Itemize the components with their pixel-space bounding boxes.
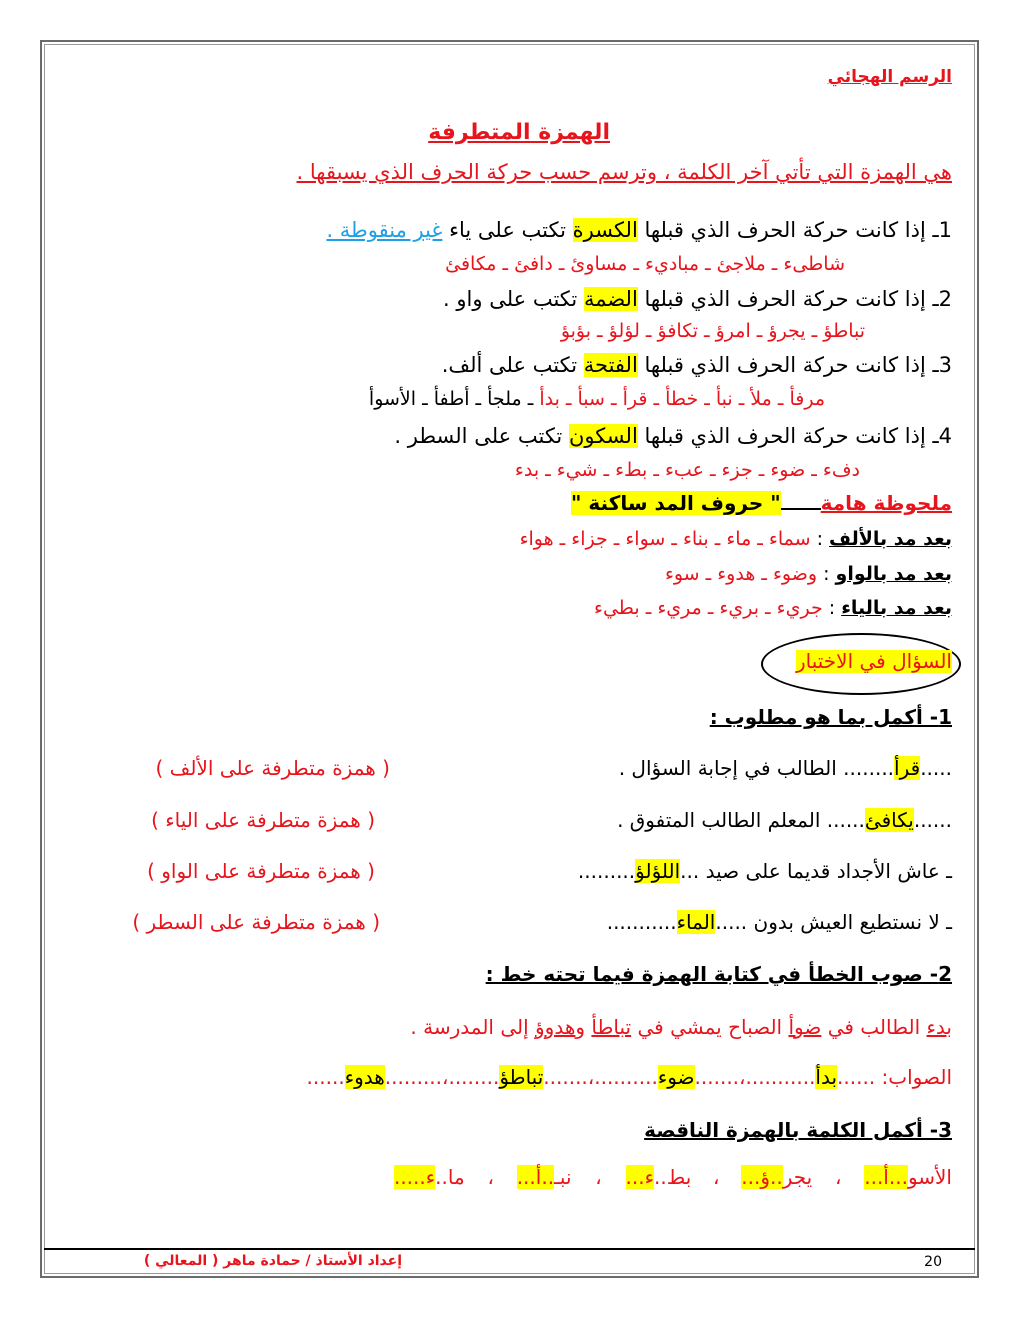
q1-hint-4: ( همزة متطرفة على السطر ) xyxy=(132,910,380,934)
q3-answer-4: ..أ... xyxy=(516,1165,555,1189)
q3-items: الأسو...أ...،يجر..ؤ...،بط..ء...،نبـ..أ...،ما..ء..... xyxy=(393,1165,952,1189)
q1-answer-4: الماء xyxy=(676,910,716,934)
q3-title: 3- أكمل الكلمة بالهمزة الناقصة xyxy=(644,1118,952,1142)
q1-hint-2: ( همزة متطرفة على الياء ) xyxy=(151,808,375,832)
q1-title: 1- أكمل بما هو مطلوب : xyxy=(709,705,952,729)
q1-item-3: ـ عاش الأجداد قديما على صيد ...اللؤلؤ......... xyxy=(577,859,952,883)
q2-answer-3: تباطؤ xyxy=(499,1065,544,1089)
q2-title: 2- صوب الخطأ في كتابة الهمزة فيما تحته خط : xyxy=(485,962,952,986)
note-item-alef: بعد مد بالألف : سماء ـ ماء ـ بناء ـ سواء ـ جزاء ـ هواء xyxy=(519,528,952,550)
note xyxy=(571,492,952,515)
rule-1-key: الكسرة xyxy=(572,218,638,242)
q3-answer-3: ء... xyxy=(625,1165,654,1189)
q2-sentence: بدء الطالب في ضوأ الصباح يمشي في تباطأ وهدوؤ إلى المدرسة . xyxy=(410,1015,952,1039)
q1-answer-2: يكافئ xyxy=(864,808,914,832)
lesson-title: الهمزة المتطرفة xyxy=(428,120,610,145)
note-item-waw: بعد مد بالواو : وضوء ـ هدوء ـ سوء xyxy=(664,563,952,585)
q2-answer-4: هدوء xyxy=(344,1065,385,1089)
rule-4-key: السكون xyxy=(568,424,638,448)
footer-rule xyxy=(44,1248,975,1250)
q1-hint-1: ( همزة متطرفة على الألف ) xyxy=(155,756,390,780)
note-label: ملحوظة هامة xyxy=(820,491,952,515)
rule-3: 3ـ إذا كانت حركة الحرف الذي قبلها الفتحة تكتب على ألف. xyxy=(441,353,952,377)
note-item-ya: بعد مد بالياء : جريء ـ بريء ـ مريء ـ بطيء xyxy=(594,597,952,619)
q1-item-2: ......يكافئ...... المعلم الطالب المتفوق . xyxy=(617,808,952,832)
footer-credit: إعداد الأستاذ / حمادة ماهر ( المعالي ) xyxy=(143,1253,402,1269)
q1-answer-3: اللؤلؤ xyxy=(635,859,681,883)
rule-2-examples: تباطؤ ـ يجرؤ ـ امرؤ ـ تكافؤ ـ لؤلؤ ـ بؤبؤ xyxy=(560,320,865,342)
q2-answers: الصواب: ......بدأ...........،.......ضوء..........،.......تباطؤ........،.........هدوء...... xyxy=(306,1065,952,1089)
rule-1-examples: شاطىء ـ ملاجئ ـ مباديء ـ مساوئ ـ دافئ ـ مكافئ xyxy=(445,253,845,275)
q3-answer-2: ..ؤ... xyxy=(741,1165,783,1189)
q1-item-4: ـ لا نستطيع العيش بدون .....الماء........... xyxy=(606,910,952,934)
q1-hint-3: ( همزة متطرفة على الواو ) xyxy=(147,859,375,883)
rule-3-examples: مرفأ ـ ملأ ـ نبأ ـ خطأ ـ قرأ ـ سبأ ـ بدأ ـ ملجأ ـ أطفأ ـ الأسوأ xyxy=(368,388,825,410)
q1-item-1: .....قرأ........ الطالب في إجابة السؤال . xyxy=(618,756,952,780)
q3-answer-1: ...أ... xyxy=(864,1165,908,1189)
page-number: 20 xyxy=(924,1254,942,1270)
exam-heading: السؤال في الاختبار xyxy=(795,649,952,673)
rule-1-extra: غير منقوطة . xyxy=(326,218,443,242)
topic-header: الرسم الهجائي xyxy=(827,67,952,87)
rule-4: 4ـ إذا كانت حركة الحرف الذي قبلها السكون تكتب على السطر . xyxy=(394,424,952,448)
rule-3-key: الفتحة xyxy=(583,353,638,377)
q2-answer-1: بدأ xyxy=(815,1065,838,1089)
rule-1: 1ـ إذا كانت حركة الحرف الذي قبلها الكسرة تكتب على ياء غير منقوطة . xyxy=(326,218,952,242)
rule-2-key: الضمة xyxy=(583,287,638,311)
rule-2: 2ـ إذا كانت حركة الحرف الذي قبلها الضمة تكتب على واو . xyxy=(443,287,952,311)
q2-answer-2: ضوء xyxy=(657,1065,695,1089)
lesson-definition: هي الهمزة التي تأتي آخر الكلمة ، وترسم حسب حركة الحرف الذي يسبقها . xyxy=(296,160,952,184)
q3-answer-5: ء..... xyxy=(393,1165,436,1189)
rule-4-examples: دفء ـ ضوء ـ جزء ـ عبء ـ بطء ـ شيء ـ بدء xyxy=(514,459,860,481)
note-text: " حروف المد ساكنة " xyxy=(571,491,781,515)
q1-answer-1: قرأ xyxy=(894,756,921,780)
